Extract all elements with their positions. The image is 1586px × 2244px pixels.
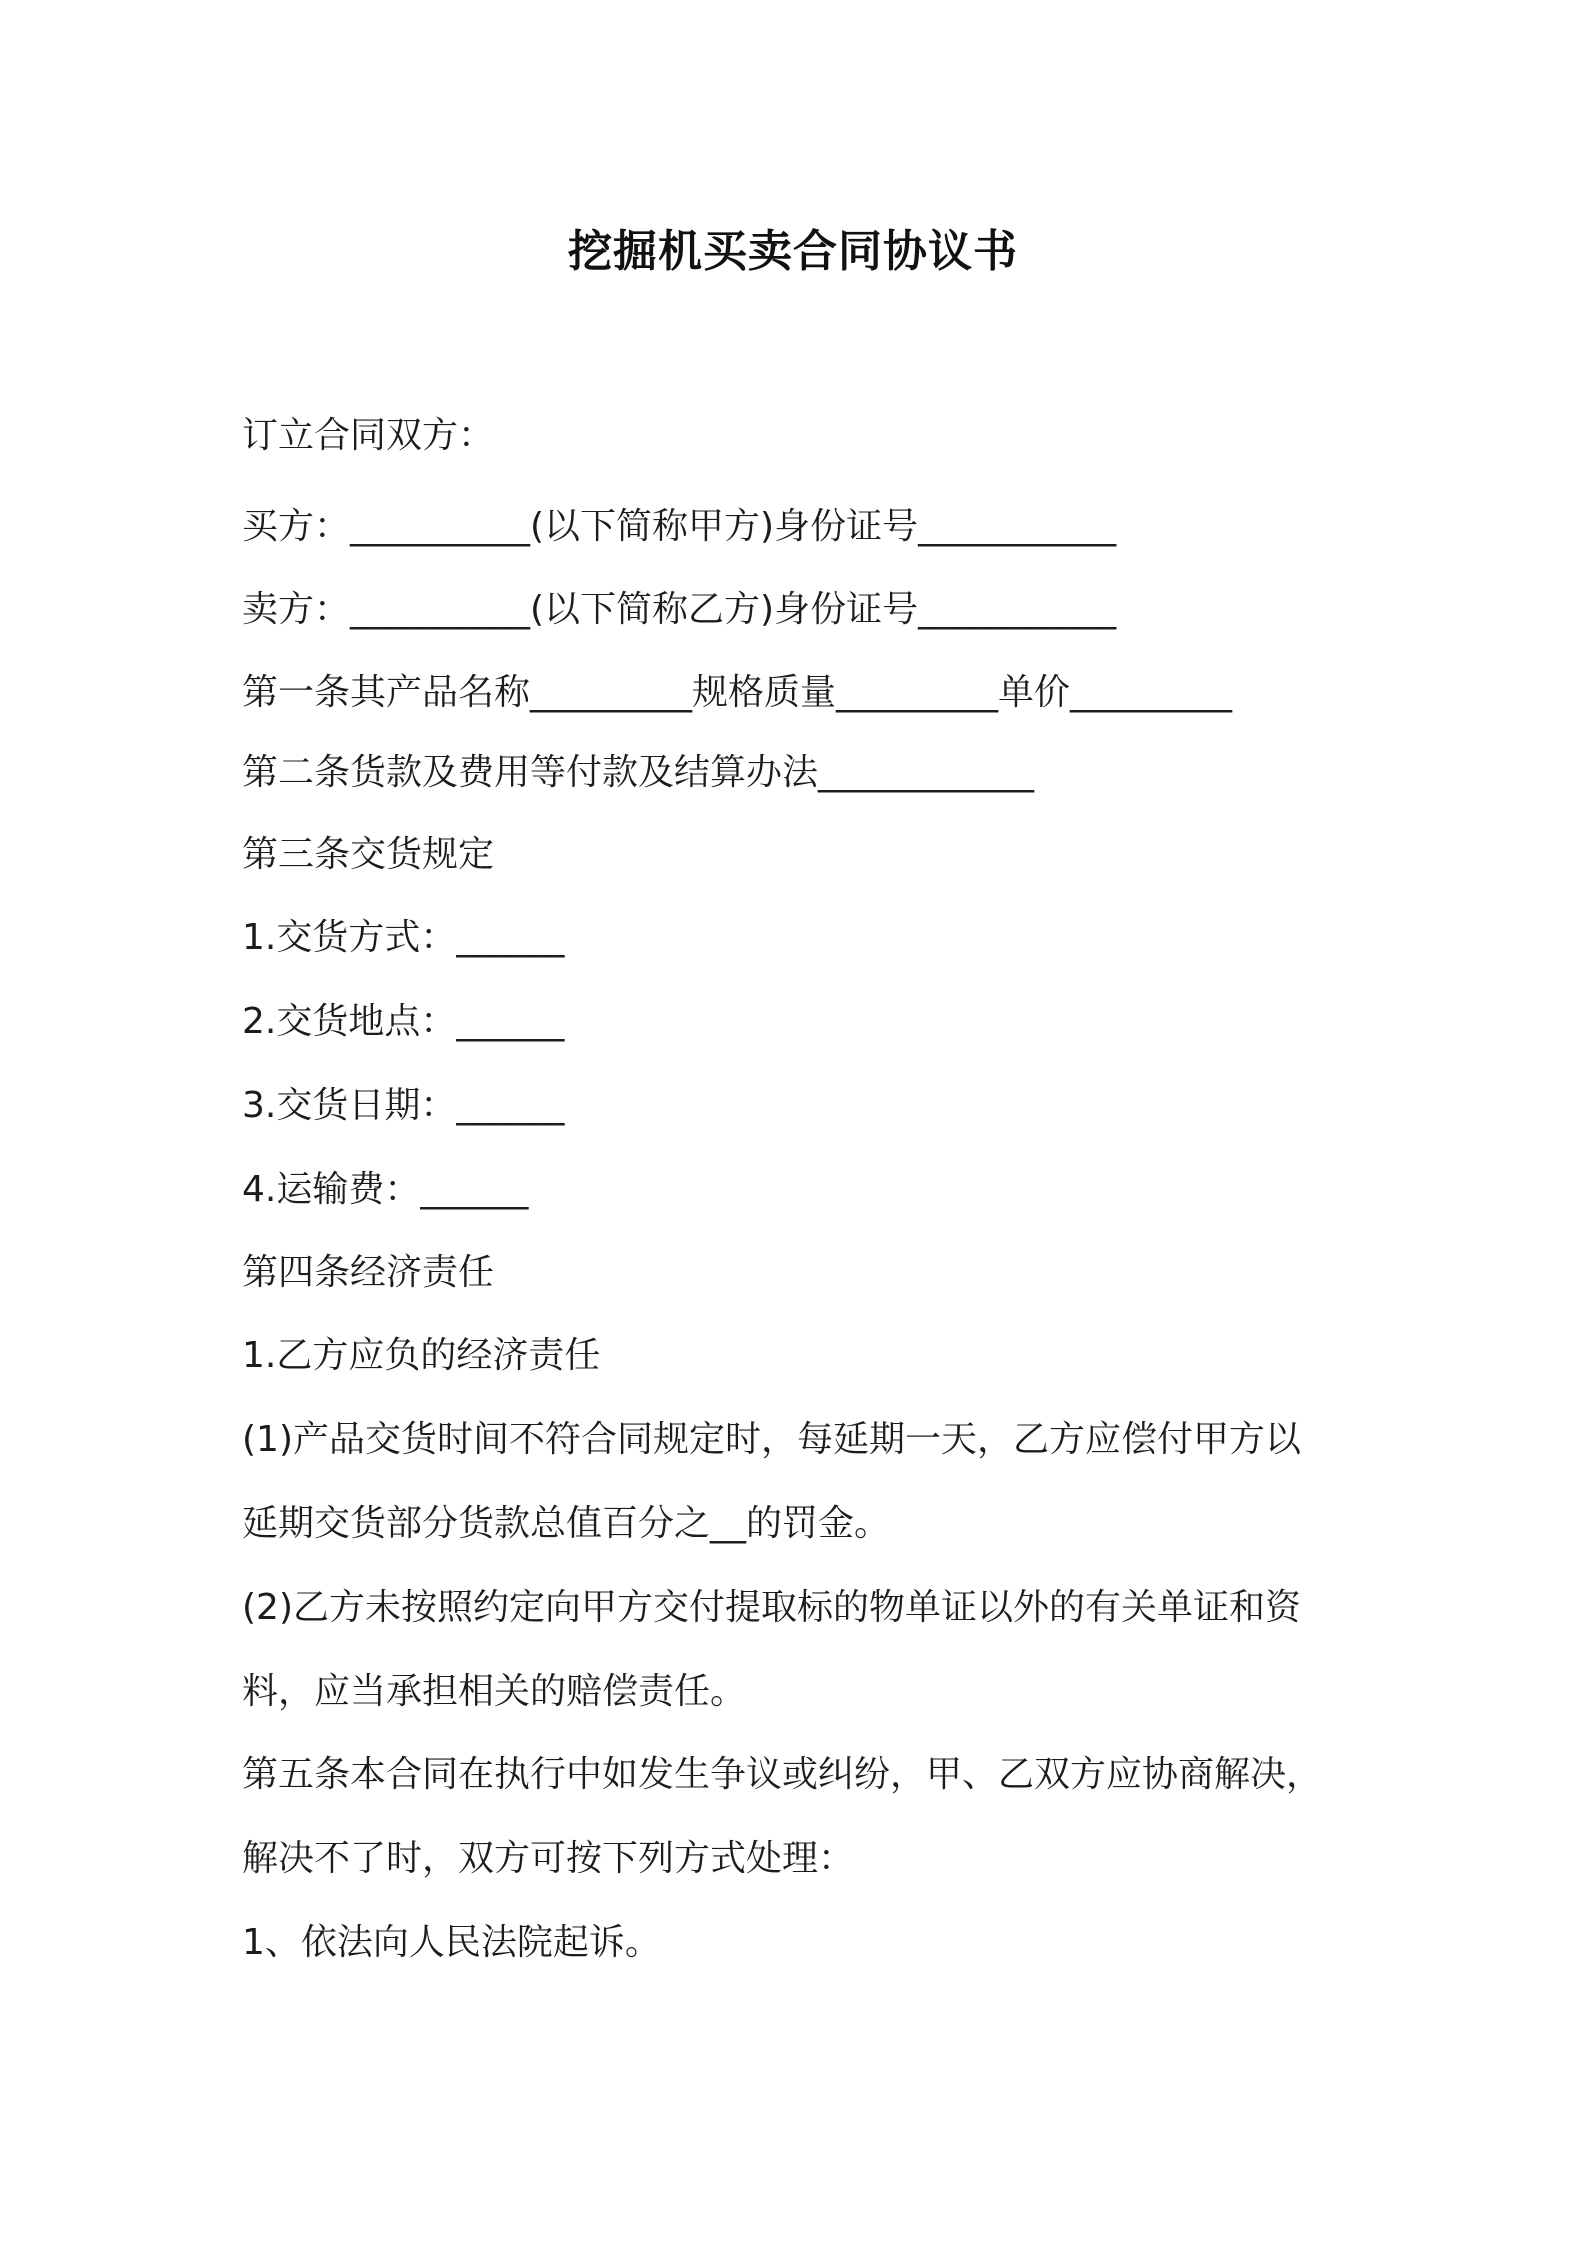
article-5-line-1: 第五条本合同在执行中如发生争议或纠纷，甲、乙双方应协商解决， <box>242 1754 1323 1795</box>
liability-clause-2-line-2: 料，应当承担相关的赔偿责任。 <box>242 1671 747 1712</box>
article-3-heading: 第三条交货规定 <box>242 834 495 875</box>
contract-parties-heading: 订立合同双方： <box>242 415 495 456</box>
dispute-option-1-line: 1、依法向人民法院起诉。 <box>242 1922 661 1963</box>
seller-line: 卖方：__________(以下简称乙方)身份证号___________ <box>242 589 1117 630</box>
party-b-liability-heading: 1.乙方应负的经济责任 <box>242 1335 601 1376</box>
liability-clause-1-line-1: (1)产品交货时间不符合同规定时，每延期一天，乙方应偿付甲方以 <box>242 1419 1301 1460</box>
document-title: 挖掘机买卖合同协议书 <box>568 226 1018 277</box>
liability-clause-2-line-1: (2)乙方未按照约定向甲方交付提取标的物单证以外的有关单证和资 <box>242 1587 1301 1628</box>
article-2-line: 第二条货款及费用等付款及结算办法____________ <box>242 752 1035 793</box>
delivery-method-line: 1.交货方式：______ <box>242 917 565 958</box>
article-4-heading: 第四条经济责任 <box>242 1252 495 1293</box>
delivery-location-line: 2.交货地点：______ <box>242 1001 565 1042</box>
transport-fee-line: 4.运输费：______ <box>242 1169 529 1210</box>
article-5-line-2: 解决不了时，双方可按下列方式处理： <box>242 1838 855 1879</box>
article-1-line: 第一条其产品名称_________规格质量_________单价_________ <box>242 672 1233 713</box>
liability-clause-1-line-2: 延期交货部分货款总值百分之__的罚金。 <box>242 1503 891 1544</box>
buyer-line: 买方：__________(以下简称甲方)身份证号___________ <box>242 506 1117 547</box>
delivery-date-line: 3.交货日期：______ <box>242 1085 565 1126</box>
